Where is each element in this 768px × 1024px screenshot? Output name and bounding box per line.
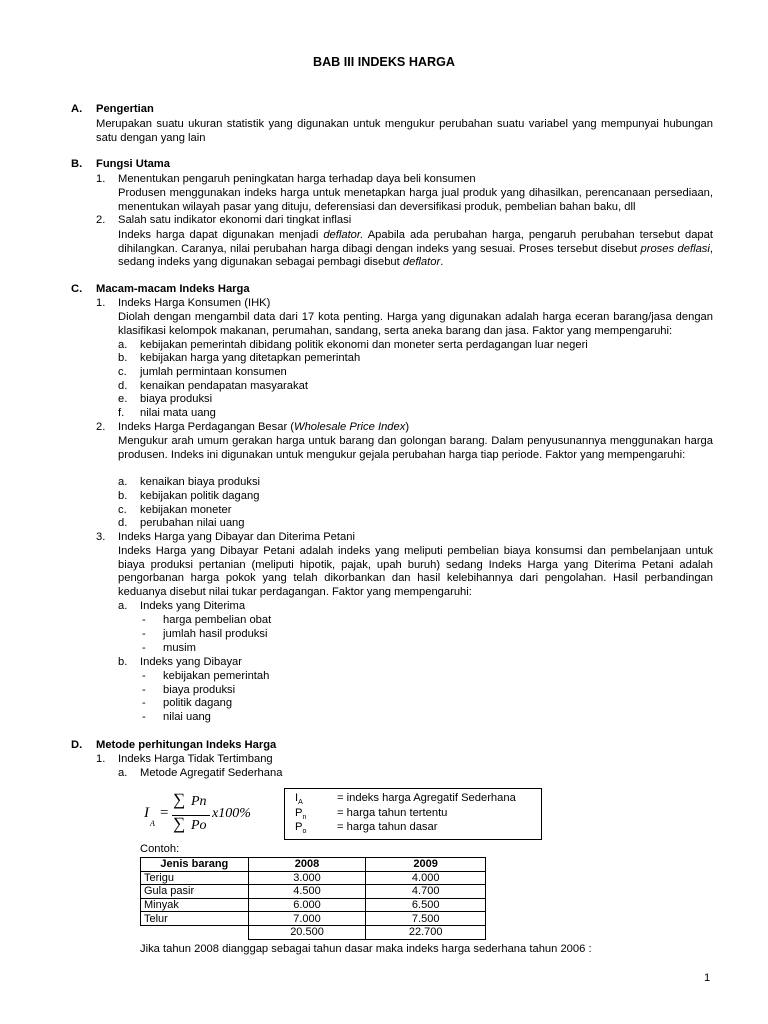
sub-item: kebijakan harga yang ditetapkan pemerintah bbox=[140, 352, 361, 364]
sub-letter: a. bbox=[118, 600, 128, 612]
column-header: Jenis barang bbox=[141, 858, 249, 872]
sub-letter: e. bbox=[118, 393, 128, 405]
sub-item: jumlah permintaan konsumen bbox=[140, 366, 287, 378]
price-table bbox=[140, 857, 486, 940]
dash-bullet: - bbox=[142, 614, 146, 626]
sub-item: Indeks yang Dibayar bbox=[140, 656, 242, 668]
sub-letter: a. bbox=[118, 767, 128, 779]
sub-item: biaya produksi bbox=[140, 393, 213, 405]
formula-legend bbox=[284, 788, 542, 840]
list-number: 1. bbox=[96, 297, 106, 309]
sub-item: perubahan nilai uang bbox=[140, 517, 245, 529]
dash-bullet: - bbox=[142, 711, 146, 723]
sub-letter: b. bbox=[118, 490, 128, 502]
list-item-paragraph: Indeks harga dapat digunakan menjadi deflator. Apabila ada perubahan harga, pengaruh perubahan tersebut dapat dihilangkan. Caranya, nilai perubahan harga dibagi dengan indeks yang sesuai. Proses tersebut disebut proses deflasi, sedang indeks yang digunakan sebagai pembagi disebut deflator. bbox=[118, 229, 713, 269]
section-a-heading: Pengertian bbox=[96, 103, 154, 115]
table-cell: 4.700 bbox=[366, 885, 486, 899]
section-b-letter: B. bbox=[71, 158, 83, 170]
sub-letter: c. bbox=[118, 504, 127, 516]
dash-item: biaya produksi bbox=[163, 684, 236, 696]
list-item-paragraph: Produsen menggunakan indeks harga untuk menetapkan harga jual produk yang dihasilkan, perencanaan persediaan, menentukan wilayah pasar yang dituju, deferensiasi dan deversifikasi produk, pembelian bahan baku, dll bbox=[118, 187, 713, 213]
formula-lhs: I bbox=[144, 805, 149, 821]
list-item-paragraph: Indeks Harga yang Dibayar Petani adalah indeks yang meliputi pembelian biaya konsumsi dan pembelanjaan untuk biaya produksi pertanian (meliputi hipotik, pajak, upah buruh) sedang Indeks Harga yang Diterima Petani adalah pengorbanan harga pokok yang telah dikorbankan dan hasil kelebihannya dari pengolahan. Hasil perbandingan keduanya disebut nilai tukar perdagangan. Faktor yang mempengaruhi: bbox=[118, 545, 713, 598]
table-header-row bbox=[141, 858, 486, 872]
sum-symbol: ∑ bbox=[173, 814, 186, 833]
dash-item: kebijakan pemerintah bbox=[163, 670, 270, 682]
section-a-paragraph: Merupakan suatu ukuran statistik yang digunakan untuk mengukur perubahan suatu variabel yang mempunyai hubungan satu dengan yang lain bbox=[96, 118, 713, 144]
list-number: 2. bbox=[96, 421, 106, 433]
dash-bullet: - bbox=[142, 628, 146, 640]
example-note: Jika tahun 2008 dianggap sebagai tahun dasar maka indeks harga sederhana tahun 2006 : bbox=[140, 943, 592, 955]
table-cell bbox=[141, 925, 249, 939]
section-a-letter: A. bbox=[71, 103, 83, 115]
sub-item: nilai mata uang bbox=[140, 407, 216, 419]
sub-item: kebijakan pemerintah dibidang politik ekonomi dan moneter serta perdagangan luar negeri bbox=[140, 339, 588, 351]
sub-letter: b. bbox=[118, 656, 128, 668]
dash-item: harga pembelian obat bbox=[163, 614, 272, 626]
legend-row: $I_A$ = indeks harga Agregatif Sederhana bbox=[295, 792, 516, 807]
section-b-heading: Fungsi Utama bbox=[96, 158, 170, 170]
dash-bullet: - bbox=[142, 684, 146, 696]
list-item-text: Indeks Harga Konsumen (IHK) bbox=[118, 297, 271, 309]
list-number: 2. bbox=[96, 214, 106, 226]
section-c-letter: C. bbox=[71, 283, 83, 295]
sub-item: kenaikan pendapatan masyarakat bbox=[140, 380, 308, 392]
fraction-bar bbox=[172, 815, 210, 816]
formula-multiplier: x100% bbox=[212, 806, 251, 821]
formula-denominator: Po bbox=[191, 818, 207, 833]
section-d-heading: Metode perhitungan Indeks Harga bbox=[96, 739, 277, 751]
total-cell: 22.700 bbox=[366, 925, 486, 939]
table-cell: Telur bbox=[141, 912, 249, 926]
column-header: 2008 bbox=[248, 858, 366, 872]
list-item-text: Indeks Harga Tidak Tertimbang bbox=[118, 753, 273, 765]
table-cell: 6.000 bbox=[248, 898, 366, 912]
dash-bullet: - bbox=[142, 642, 146, 654]
sub-letter: d. bbox=[118, 517, 128, 529]
list-number: 1. bbox=[96, 173, 106, 185]
dash-item: nilai uang bbox=[163, 711, 211, 723]
list-item-text: Salah satu indikator ekonomi dari tingkat inflasi bbox=[118, 214, 352, 226]
table-cell: Gula pasir bbox=[141, 885, 249, 899]
sub-letter: a. bbox=[118, 339, 128, 351]
legend-row: $P_o$ = harga tahun dasar bbox=[295, 821, 438, 836]
table-row bbox=[141, 871, 486, 885]
example-label: Contoh: bbox=[140, 843, 180, 855]
table-cell: 4.000 bbox=[366, 871, 486, 885]
list-item-paragraph: Diolah dengan mengambil data dari 17 kota penting. Harga yang digunakan adalah harga eceran barang/jasa dengan klasifikasi kelompok makanan, perumahan, sandang, serta aneka barang dan jasa. Faktor yang mempengaruhi: bbox=[118, 311, 713, 337]
table-cell: 7.000 bbox=[248, 912, 366, 926]
sub-letter: d. bbox=[118, 380, 128, 392]
table-cell: 6.500 bbox=[366, 898, 486, 912]
table-row bbox=[141, 912, 486, 926]
sum-symbol: ∑ bbox=[173, 790, 186, 809]
table-cell: Minyak bbox=[141, 898, 249, 912]
dash-bullet: - bbox=[142, 697, 146, 709]
sub-letter: f. bbox=[118, 407, 125, 419]
list-item-text: Indeks Harga Perdagangan Besar (Wholesale Price Index) bbox=[118, 421, 410, 433]
list-item-paragraph: Mengukur arah umum gerakan harga untuk barang dan golongan barang. Dalam penyusunannya menggunakan harga produsen. Indeks ini digunakan untuk mengukur gejala perubahan harga tiap periode. Faktor yang mempengaruhi: bbox=[118, 435, 713, 461]
formula-numerator: Pn bbox=[191, 794, 207, 809]
list-number: 1. bbox=[96, 753, 106, 765]
sub-item: kenaikan biaya produksi bbox=[140, 476, 261, 488]
table-row bbox=[141, 885, 486, 899]
sub-item: kebijakan moneter bbox=[140, 504, 232, 516]
aggregate-index-formula bbox=[140, 790, 270, 843]
legend-row: $P_n$ = harga tahun tertentu bbox=[295, 807, 448, 822]
table-cell: 4.500 bbox=[248, 885, 366, 899]
sub-item: Metode Agregatif Sederhana bbox=[140, 767, 283, 779]
table-total-row bbox=[141, 925, 486, 939]
section-d-letter: D. bbox=[71, 739, 83, 751]
sub-item: kebijakan politik dagang bbox=[140, 490, 260, 502]
list-item-text: Menentukan pengaruh peningkatan harga terhadap daya beli konsumen bbox=[118, 173, 476, 185]
sub-letter: a. bbox=[118, 476, 128, 488]
formula-lhs-sub: A bbox=[150, 819, 155, 828]
table-cell: 3.000 bbox=[248, 871, 366, 885]
column-header: 2009 bbox=[366, 858, 486, 872]
page-title: BAB III INDEKS HARGA bbox=[312, 55, 456, 69]
total-cell: 20.500 bbox=[248, 925, 366, 939]
sub-item: Indeks yang Diterima bbox=[140, 600, 246, 612]
table-row bbox=[141, 898, 486, 912]
formula-equals: = bbox=[160, 805, 169, 821]
list-item-text: Indeks Harga yang Dibayar dan Diterima Petani bbox=[118, 531, 355, 543]
sub-letter: b. bbox=[118, 352, 128, 364]
dash-bullet: - bbox=[142, 670, 146, 682]
dash-item: musim bbox=[163, 642, 196, 654]
sub-letter: c. bbox=[118, 366, 127, 378]
dash-item: politik dagang bbox=[163, 697, 233, 709]
table-cell: 7.500 bbox=[366, 912, 486, 926]
section-c-heading: Macam-macam Indeks Harga bbox=[96, 283, 250, 295]
table-cell: Terigu bbox=[141, 871, 249, 885]
dash-item: jumlah hasil produksi bbox=[163, 628, 268, 640]
page-number: 1 bbox=[704, 972, 711, 984]
list-number: 3. bbox=[96, 531, 106, 543]
